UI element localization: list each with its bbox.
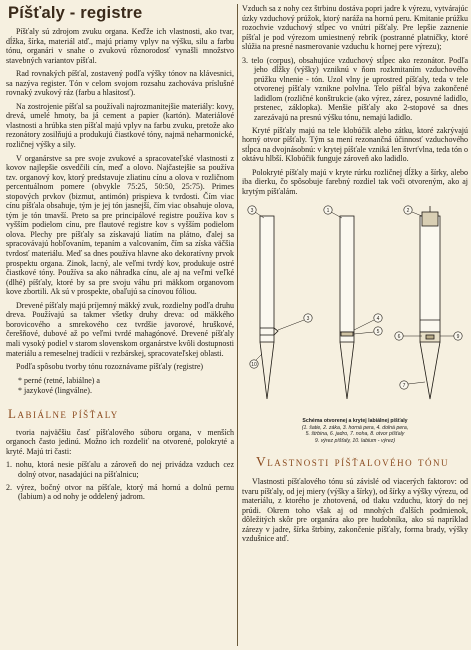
list-item: * perné (retné, labiálne) a bbox=[18, 375, 100, 385]
list-item: * jazykové (lingválne). bbox=[18, 386, 92, 396]
paragraph: tvoria najväčšiu časť píšťalového súboru organa, v menších organoch často jedinú. Možno ich rozdeliť na otvorené, polokryté a kryté. Majú tri časti: bbox=[6, 427, 234, 456]
callout-label: 3 bbox=[306, 316, 310, 323]
callout-label: 1 bbox=[326, 208, 330, 215]
list-item: 2. výrez, bočný otvor na píšťale, ktorý má hornú a dolnú pernu (labium) a od nohy je oddelený jadrom. bbox=[6, 482, 234, 502]
open-pipe-drawing bbox=[260, 216, 278, 399]
page-title: Píšťaly - registre bbox=[8, 4, 143, 22]
paragraph: Kryté píšťaly majú na tele klobúčik alebo zátku, ktoré zakrývajú horný otvor píšťaly. Tým sa mení rezonančná účinnosť vzduchového stĺpca na dvojnásobnú: v krytej píšťale vzniká len štvrťvlna, teda tón o oktávu hlbší. Klobúčik funguje zároveň ako ladidlo. bbox=[242, 125, 468, 164]
paragraph: Podľa spôsobu tvorby tónu rozoznávame píšťaly (registre) bbox=[16, 362, 204, 372]
callout-label: 9 bbox=[456, 334, 460, 341]
paragraph: V organárstve sa pre svoje zvukové a spracovateľské vlastnosti z kovov najlepšie osvedčili cín, meď a olovo. Najčastejšie sa používa tzv. organový kov, ktorý predstavuje zliatinu cínu a olova v rozličnom percentuálnom pomere (obvykle 75:25, 50:50, 25:75). Primes stopových prvkov (bizmut, antimón) prispieva k tvrdosti. Čím viac cínu píšťala obsahuje, tým je jej tón jasnejší, čím viac obsahuje olova, tým je tón tmavší. Preto sa pre principálové registre používa kov s vyšším podielom cínu, pre flautové registre kov s vyšším podielom olova. Plechy pre píšťaly sa získavajú liatím na plátno, ďalej sa spracovávajú hobľovaním, tepaním a valcovaním, čím sa získa väčšia tvrdosť materiálu. Meď sa dnes používa hlavne ako dekoratívny prvok prospektu organa. Zinok, lacný, ale veľmi tvrdý kov, produkuje ostré čiastkové tóny. Používa sa ako náhradka cínu, ale aj na veľmi veľké (dlhé) píšťaly, ktoré by sa pre svoju váhu pri mäkkom organovom kove zbortili. Ak sú v prospekte, obaľujú sa cínovou fóliou. bbox=[6, 153, 234, 297]
callout-label: 5 bbox=[376, 329, 380, 336]
paragraph: Vlastnosti píšťalového tónu sú závislé od viacerých faktorov: od tvaru píšťaly, od jej miery (výšky a šírky), od šírky a výšky výrezu, od materiálu, z ktorého je zhotovená, od tlaku vzduchu, ktorý do nej prúdi. Okrem toho však aj od mnohých ďalších podmienok, dôležitých skôr pre organára ako pre hudobníka, ako sú napríklad zárezy v jadre, šírka štrbiny, zakončenie píšťaly, forma brady, výšky vzdušnice atď. bbox=[242, 477, 468, 544]
pipe-diagram-svg bbox=[242, 204, 468, 416]
caption-line: (1. šatie, 2. záka, 3. horná pera, 4. dolná pera, bbox=[301, 424, 409, 431]
list-item: 3. telo (corpus), obsahujúce vzduchový stĺpec ako rezonátor. Podľa jeho dĺžky (výšky) vzniknú v ňom rozkmitaním vzduchového prúžku vlnenie - tón. Uzol vlny je uprostred píšťaly, teda v tele otvorenej píšťaly vznikne polvlna. Telo píšťal býva zakončené ladidlom (rozličné konštrukcie (ako výrez, zárez, posuvné ladidlo, prstenec, záklopka). Menšie píšťaly ako 2-stopové sa dnes zarezávajú na presnú výšku tónu, nemajú ladidlo. bbox=[242, 55, 468, 123]
open-pipe-cutaway bbox=[340, 216, 354, 399]
right-column bbox=[242, 4, 468, 548]
callout-label: 6 bbox=[397, 334, 401, 341]
pipe-diagram bbox=[242, 204, 468, 416]
callout-label: 7 bbox=[402, 383, 406, 390]
paragraph: Polokryté píšťaly majú v kryte rúrku rozličnej dĺžky a šírky, alebo iba dierku, čo spôsobuje farebný rozdiel tak voči otvoreným, ako aj krytým píšťalám. bbox=[242, 167, 468, 196]
callout-label: 3 bbox=[250, 208, 254, 215]
callout-label: 10 bbox=[251, 362, 257, 369]
section-heading: Vlastnosti píšťalového tónu bbox=[256, 454, 449, 470]
paragraph: Vzduch sa z nohy cez štrbinu dostáva popri jadre k výrezu, vytvárajúc úzky vzduchový prúžok, ktorý naráža na hornú peru. Kmitanie prúžku rozochvie vzduchový stĺpec vo vnútri píšťaly. Pre lepšie zaznenie píšťal je pod výrezom umiestnený rebrík (postranné platničky, ktoré slúžia na presné nasmerovanie vzduchu k hornej pere výrezu); bbox=[242, 4, 468, 52]
paragraph: Drevené píšťaly majú príjemný mäkký zvuk, rozdielny podľa druhu dreva. Používajú sa takmer všetky druhy dreva: od mäkkého borovicového a smrekového cez tvrdšie javorové, hruškové, čerešňové, dubové až po veľmi tvrdé mahagónové. Drevené píšťaly mali vysoký podiel v starom slovenskom organárstve kvôli dostupnosti materiálu a remeselnej tradícii v rezbárskej, spracovateľskej oblasti. bbox=[6, 300, 234, 358]
paragraph: Rad rovnakých píšťal, zostavený podľa výšky tónov na klávesnici, sa nazýva register. Tón v celom svojom rozsahu zachováva príslušné rovnaký zvukový ráz (farbu a hlasitosť). bbox=[6, 69, 234, 98]
list-item: 1. nohu, ktorá nesie píšťalu a zároveň do nej privádza vzduch cez dolný otvor, nasadajúci na píšťalnicu; bbox=[6, 460, 234, 479]
figure-caption bbox=[242, 418, 468, 444]
callout-label: 4 bbox=[376, 316, 380, 323]
column-divider bbox=[237, 4, 238, 646]
left-column bbox=[6, 4, 234, 505]
caption-line: 5. štrbina, 6. jadro, 7. noha, 8. otvor píšťaly bbox=[305, 431, 405, 438]
stopped-pipe-drawing bbox=[420, 206, 440, 399]
paragraph: Na zostrojenie píšťal sa používali najrozmanitejšie materiály: kovy, drevá, umelé hmoty, ba já cement a papier (kartón). Materiálové vlastnosti a hrúbka sten píšťal majú vplyv na farbu zvuku, pretože ako rezonátory zosilňujú a produkujú čiastkové tóny, najmä neharmonické, rozličnej výšky a sily. bbox=[6, 101, 234, 150]
callout-label: 2 bbox=[406, 208, 410, 215]
section-heading: Labiálne píšťaly bbox=[8, 405, 119, 421]
caption-title: Schéma otvorenej a krytej labiálnej píšťaly bbox=[302, 418, 408, 425]
caption-line: 9. výrez píšťaly, 10. labium - výrez) bbox=[314, 437, 396, 444]
paragraph: Píšťaly sú zdrojom zvuku organa. Keďže ich vlastnosti, ako tvar, dĺžka, šírka, materiál atď., majú priamy vplyv na výšku, silu a farbu tónu, organári v snahe o zvukovú rôznorodosť vynašli množstvo stavebných variantov píšťal. bbox=[6, 27, 234, 65]
